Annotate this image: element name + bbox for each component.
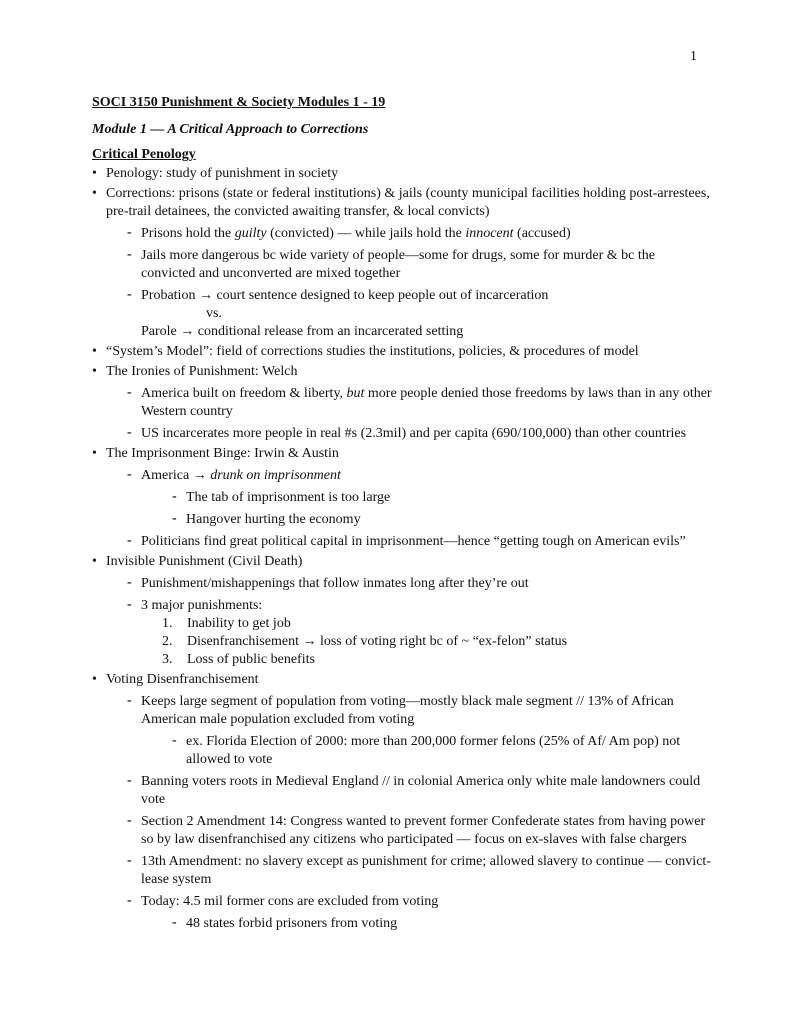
list-item: 3. Loss of public benefits xyxy=(162,652,315,667)
bullet-corrections: • Corrections: prisons (state or federal institutions) & jails (county municipal facilities holding post-arrestees, pre-trail detainees, the convicted awaiting transfer, & local convicts) xyxy=(92,185,712,221)
emphasis-innocent: innocent xyxy=(465,226,514,241)
sub-bullet-major: - 3 major punishments: xyxy=(127,597,712,615)
sub-sub-bullet-hangover: - Hangover hurting the economy xyxy=(172,511,712,529)
sub-sub-bullet-48-states: - 48 states forbid prisoners from voting xyxy=(172,915,712,933)
arrow-right-icon: → xyxy=(180,324,195,339)
sub-bullet-probation: - Probation → court sentence designed to keep people out of incarceration xyxy=(127,287,712,305)
page-number: 1 xyxy=(690,49,697,64)
parole-line: Parole → conditional release from an incarcerated setting xyxy=(141,324,464,339)
sub-bullet-section2: - Section 2 Amendment 14: Congress wanted to prevent former Confederate states from having power so by law disenfranchised any citizens who participated — focus on ex-slaves with false chargers xyxy=(127,813,712,849)
emphasis-but: but xyxy=(346,386,365,401)
sub-bullet-banning: - Banning voters roots in Medieval England // in colonial America only white male landowners could vote xyxy=(127,773,712,809)
sub-sub-bullet-florida: - ex. Florida Election of 2000: more than 200,000 former felons (25% of Af/ Am pop) not allowed to vote xyxy=(172,733,712,769)
bullet-binge: • The Imprisonment Binge: Irwin & Austin xyxy=(92,445,712,463)
bullet-penology: • Penology: study of punishment in society xyxy=(92,165,712,183)
document-title: SOCI 3150 Punishment & Society Modules 1 - 19 xyxy=(92,95,386,110)
bullet-invisible: • Invisible Punishment (Civil Death) xyxy=(92,553,712,571)
notes-body xyxy=(92,165,712,933)
bullet-ironies: • The Ironies of Punishment: Welch xyxy=(92,363,712,381)
emphasis-guilty: guilty xyxy=(234,226,267,241)
sub-bullet-america-drunk: - America → drunk on imprisonment xyxy=(127,467,712,485)
list-item: 2. Disenfranchisement → loss of voting right bc of ~ “ex-felon” status xyxy=(162,634,568,649)
emphasis-drunk: drunk on imprisonment xyxy=(210,468,341,483)
section-heading: Critical Penology xyxy=(92,147,196,162)
list-item: 1. Inability to get job xyxy=(162,616,291,631)
bullet-voting: • Voting Disenfranchisement xyxy=(92,671,712,689)
sub-bullet-today: - Today: 4.5 mil former cons are excluded from voting xyxy=(127,893,712,911)
versus-label: vs. xyxy=(206,306,222,321)
sub-bullet-jails: - Jails more dangerous bc wide variety of people—some for drugs, some for murder & bc the convicted and unconverted are mixed together xyxy=(127,247,712,283)
sub-bullet-mishappenings: - Punishment/mishappenings that follow inmates long after they’re out xyxy=(127,575,712,593)
arrow-right-icon: → xyxy=(198,288,213,303)
bullet-systems-model: • “System’s Model”: field of corrections studies the institutions, policies, & procedures of model xyxy=(92,343,712,361)
sub-bullet-keeps: - Keeps large segment of population from voting—mostly black male segment // 13% of African American male population excluded from voting xyxy=(127,693,712,729)
sub-sub-bullet-tab: - The tab of imprisonment is too large xyxy=(172,489,712,507)
module-heading: Module 1 — A Critical Approach to Corrections xyxy=(92,122,369,137)
numbered-list xyxy=(162,615,712,669)
sub-bullet-politicians: - Politicians find great political capital in imprisonment—hence “getting tough on American evils” xyxy=(127,533,712,551)
sub-bullet-thirteenth: - 13th Amendment: no slavery except as punishment for crime; allowed slavery to continue — convict-lease system xyxy=(127,853,712,889)
arrow-right-icon: → xyxy=(192,468,207,483)
sub-bullet-america-freedom: - America built on freedom & liberty, but more people denied those freedoms by laws than in any other Western country xyxy=(127,385,712,421)
sub-bullet-us-incarcerates: - US incarcerates more people in real #s (2.3mil) and per capita (690/100,000) than other countries xyxy=(127,425,712,443)
sub-bullet-prisons: - Prisons hold the guilty (convicted) — while jails hold the innocent (accused) xyxy=(127,225,712,243)
